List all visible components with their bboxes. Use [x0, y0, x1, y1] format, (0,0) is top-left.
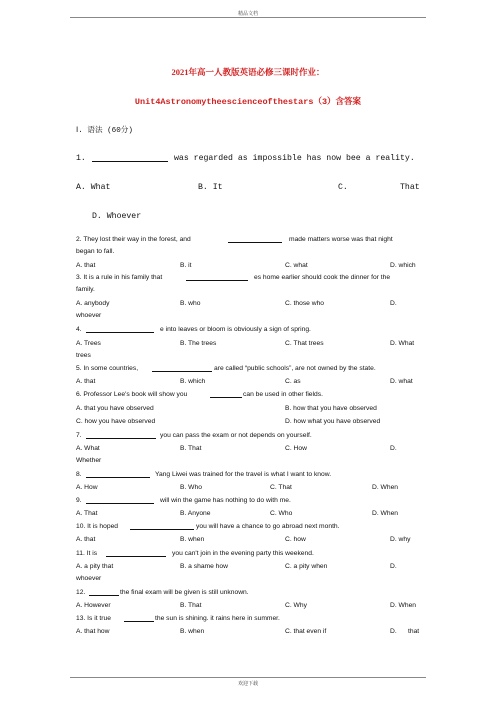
q8-text: Yang Liwei was trained for the travel is what I want to know. [155, 471, 332, 478]
q6-blank [210, 390, 242, 401]
q13-option-d: D. [390, 628, 397, 635]
q10-option-d: D. why [390, 536, 411, 543]
q5-option-d: D. what [390, 378, 413, 385]
q6-option-d: D. how what you have observed [285, 418, 381, 425]
q3-text-part2: es home earlier should cook the dinner for the [254, 274, 391, 281]
q13-blank [124, 614, 154, 625]
doc-title: 2021年高一人教版英语必修三课时作业： [171, 67, 325, 77]
q8-option-b: B. Who [180, 484, 202, 491]
q1-text: was regarded as impossible has now bee a reality. [174, 154, 415, 163]
q13-option-a: A. that how [76, 628, 110, 635]
q1-blank [92, 154, 168, 165]
q13-option-c: C. that even if [285, 628, 327, 635]
q10-option-a: A. that [76, 536, 96, 543]
q11-option-c: C. a pity when [285, 563, 328, 570]
q11-text-part1: 11. It is [76, 550, 98, 557]
q4-option-d: D. What [390, 340, 415, 347]
q2-text-line2: began to fall. [76, 248, 115, 255]
q10-blank [130, 522, 194, 533]
q4-text: e into leaves or bloom is obviously a sign of spring. [160, 326, 311, 333]
q10-option-c: C. how [285, 536, 306, 543]
q11-option-d-text: whoever [76, 575, 102, 582]
q7-text: you can pass the exam or not depends on yourself. [160, 432, 312, 439]
q5-text-part1: 5. In some countries, [76, 365, 139, 372]
q6-option-c: C. how you have observed [76, 418, 156, 425]
page-header: 精品文档 [237, 11, 258, 17]
q7-blank [86, 431, 156, 442]
q3-text-line2: family. [76, 286, 95, 293]
q12-option-b: B. That [180, 602, 202, 609]
q2-option-a: A. that [76, 262, 96, 269]
q8-blank [86, 470, 150, 481]
q9-option-b: B. Anyone [180, 510, 211, 517]
q11-option-a: A. a pity that [76, 563, 114, 570]
q13-text-part2: the sun is shining. it rains here in summer. [155, 615, 280, 622]
q2-text-part2: made matters worse was that night [289, 236, 393, 243]
q12-blank [89, 588, 119, 599]
q6-option-a: A. that you have observed [76, 405, 154, 412]
q4-option-c: C. That trees [285, 340, 324, 347]
q10-option-b: B. when [180, 536, 205, 543]
q5-option-a: A. that [76, 378, 96, 385]
q13-option-b: B. when [180, 628, 205, 635]
q5-option-c: C. as [285, 378, 301, 385]
q12-number: 12. [76, 589, 86, 596]
q5-text-part2: are called “public schools”, are not owned by the state. [214, 365, 376, 372]
section-heading: Ⅰ. 语法 (60分) [76, 127, 133, 135]
q4-option-d-text: trees [76, 352, 91, 359]
q3-blank [186, 273, 248, 284]
q6-text-part2: can be used in other fields. [243, 391, 323, 398]
q13-text-part1: 13. Is it true [76, 615, 111, 622]
q6-text-part1: 6. Professor Lee's book will show you [76, 391, 188, 398]
header-rule [70, 17, 426, 18]
q12-option-a: A. However [76, 602, 111, 609]
q2-option-d: D. which [390, 262, 416, 269]
q4-blank [86, 325, 154, 336]
q12-text: the final exam will be given is still unknown. [120, 589, 249, 596]
q7-option-b: B. That [180, 445, 202, 452]
q8-option-c: C. That [270, 484, 292, 491]
q9-blank [86, 496, 154, 507]
q9-text: will win the game has nothing to do with me. [160, 497, 291, 504]
q8-number: 8. [76, 471, 82, 478]
q10-text-part1: 10. It is hoped [76, 523, 119, 530]
q3-option-d: D. [390, 300, 397, 307]
q4-number: 4. [76, 326, 82, 333]
q1-option-c-text: That [400, 183, 420, 192]
q4-option-a: A. Trees [76, 340, 101, 347]
q3-option-d-text: whoever [76, 312, 102, 319]
q4-option-b: B. The trees [180, 340, 217, 347]
q11-blank [106, 549, 166, 560]
q1-option-b: B. It [198, 183, 223, 192]
q11-option-d: D. [390, 563, 397, 570]
q12-option-c: C. Why [285, 602, 307, 609]
q9-option-a: A. That [76, 510, 98, 517]
q1-number: 1. [76, 154, 86, 163]
q2-option-b: B. it [180, 262, 192, 269]
q7-number: 7. [76, 432, 82, 439]
q3-option-c: C. those who [285, 300, 325, 307]
q3-option-a: A. anybody [76, 300, 110, 307]
q2-text-part1: 2. They lost their way in the forest, and [76, 236, 191, 243]
q1-option-a: A. What [76, 183, 111, 192]
footer-rule [70, 677, 426, 678]
q2-option-c: C. what [285, 262, 308, 269]
q8-option-d: D. When [372, 484, 399, 491]
q7-option-a: A. What [76, 445, 100, 452]
q9-option-c: C. Who [270, 510, 293, 517]
q1-option-c: C. [338, 183, 348, 192]
q12-option-d: D. When [390, 602, 417, 609]
q9-option-d: D. When [372, 510, 399, 517]
q6-option-b: B. how that you have observed [285, 405, 377, 412]
q5-option-b: B. which [180, 378, 206, 385]
q7-option-d-text: Whether [76, 457, 102, 464]
doc-subtitle: Unit4Astronomytheescienceofthestars（3）含答案 [134, 97, 362, 107]
q11-option-b: B. a shame how [180, 563, 228, 570]
q11-text-part2: you can't join in the evening party this weekend. [172, 550, 314, 557]
page-footer: 欢迎下载 [237, 681, 258, 687]
q10-text-part2: you will have a chance to go abroad next month. [196, 523, 340, 530]
q1-option-d: D. Whoever [92, 212, 142, 221]
q5-blank [152, 364, 212, 375]
q3-text-part1: 3. It is a rule in his family that [76, 274, 163, 281]
q9-number: 9. [76, 497, 82, 504]
q3-option-b: B. who [180, 300, 201, 307]
q7-option-d: D. [390, 445, 397, 452]
q13-option-d-text: that [408, 628, 420, 635]
q8-option-a: A. How [76, 484, 98, 491]
q2-blank [228, 235, 282, 246]
q7-option-c: C. How [285, 445, 307, 452]
